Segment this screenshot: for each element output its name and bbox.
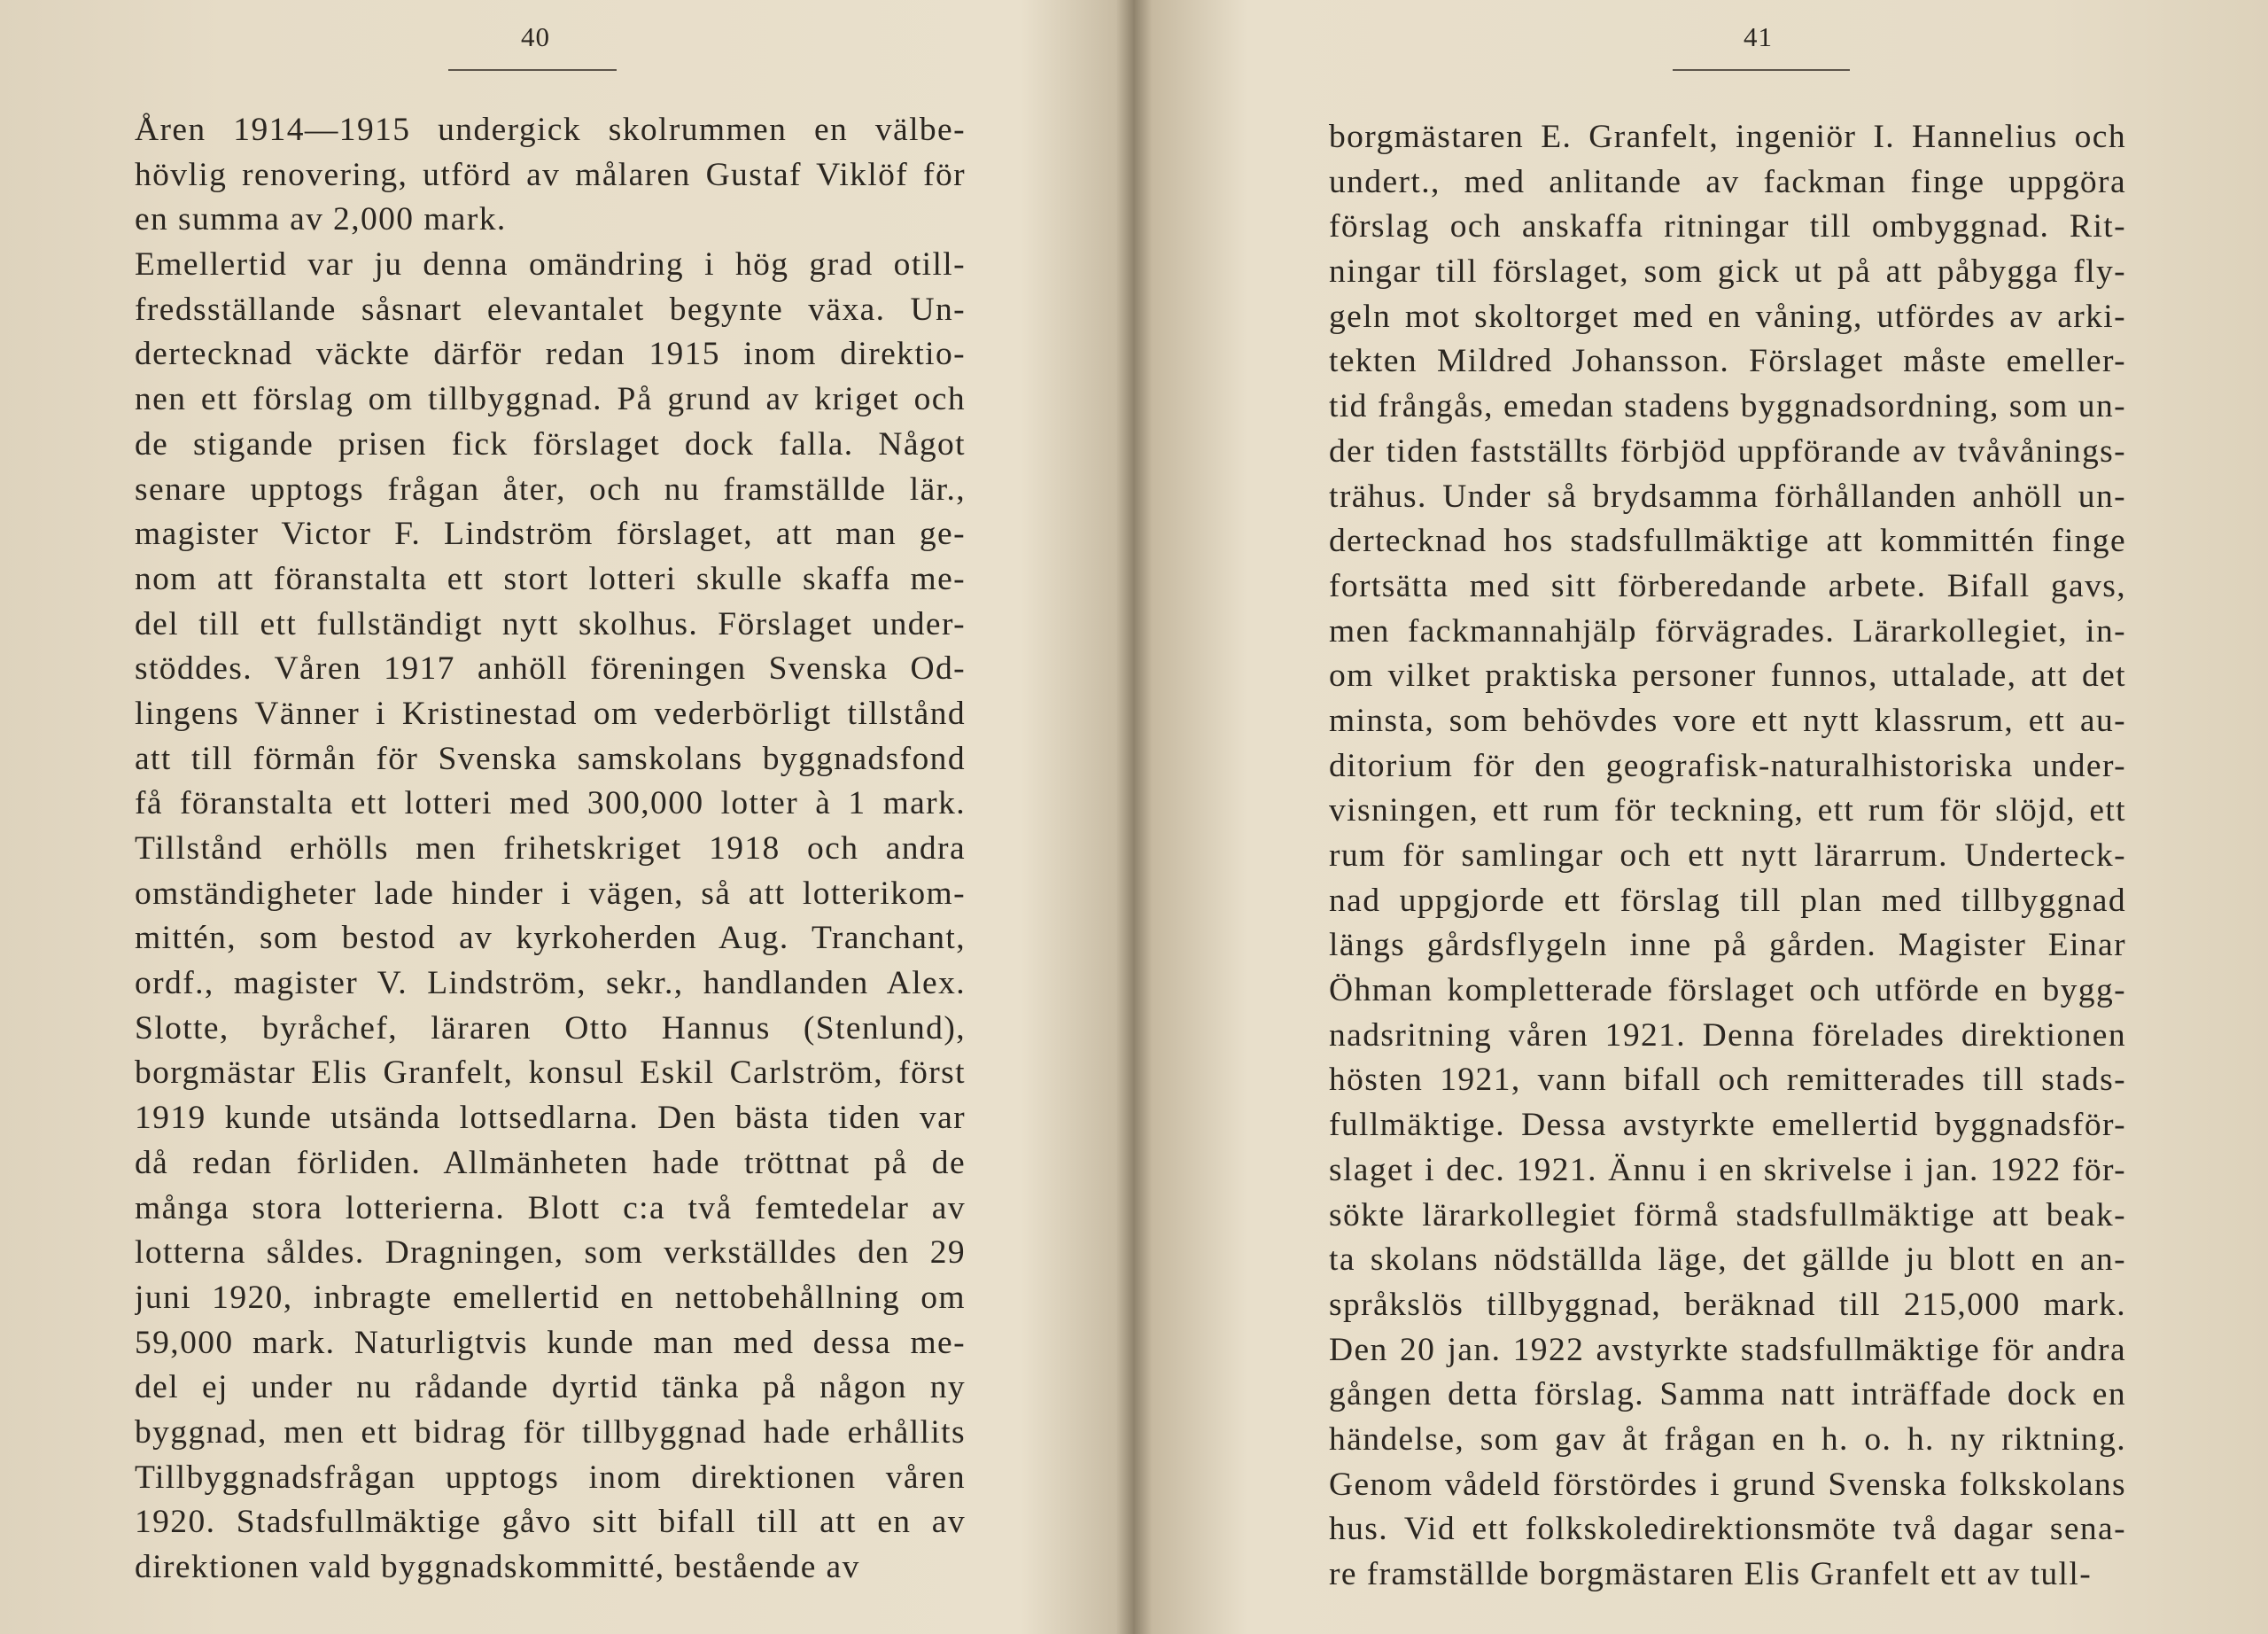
text-line: re framställde borgmästaren Elis Granfelt ett av tull- — [1329, 1556, 2093, 1592]
right-page — [1152, 0, 2268, 1634]
text-line: om vilket praktiska personer funnos, uttalade, att det — [1329, 657, 2126, 695]
text-line: längs gårdsflygeln inne på gården. Magister Einar — [1329, 927, 2126, 964]
page-number-left: 40 — [521, 21, 550, 52]
text-line: fortsätta med sitt förberedande arbete. Bifall gavs, — [1329, 567, 2126, 604]
text-line: geln mot skoltorget med en våning, utfördes av arki- — [1329, 298, 2126, 335]
left-page-text — [135, 108, 966, 1591]
text-line: hösten 1921, vann bifall och remitterades till stads- — [1329, 1062, 2126, 1099]
text-line: omständigheter lade hinder i vägen, så att lotterikom- — [135, 875, 966, 912]
text-line: sökte lärarkollegiet förmå stadsfullmäktige att beak- — [1329, 1196, 2126, 1233]
text-line: lotterna såldes. Dragningen, som verkställdes den 29 — [135, 1234, 966, 1272]
text-line: nen ett förslag om tillbyggnad. På grund av kriget och — [135, 381, 966, 418]
text-line: senare upptogs frågan åter, och nu framställde lär., — [135, 471, 966, 508]
text-line: 59,000 mark. Naturligtvis kunde man med dessa me- — [135, 1324, 966, 1361]
text-line: stöddes. Våren 1917 anhöll föreningen Svenska Od- — [135, 650, 966, 688]
text-line: hus. Vid ett folkskoledirektionsmöte två dagar sena- — [1329, 1511, 2126, 1548]
text-line: förslag och anskaffa ritningar till ombyggnad. Rit- — [1329, 208, 2126, 245]
text-line: en summa av 2,000 mark. — [135, 201, 507, 238]
text-line: att till förmån för Svenska samskolans byggnadsfond — [135, 740, 966, 777]
text-line: tekten Mildred Johansson. Förslaget måste emeller- — [1329, 343, 2126, 380]
header-rule-left — [448, 69, 617, 71]
text-line: mittén, som bestod av kyrkoherden Aug. Tranchant, — [135, 920, 966, 957]
text-line: trähus. Under så brydsamma förhållanden anhöll un- — [1329, 478, 2126, 515]
text-line: der tiden fastställts förbjöd uppförande av tvåvånings- — [1329, 432, 2126, 470]
text-line: 1919 kunde utsända lottsedlarna. Den bästa tiden var — [135, 1100, 966, 1137]
text-line: borgmästaren E. Granfelt, ingeniör I. Hannelius och — [1329, 119, 2126, 155]
text-line: få föranstalta ett lotteri med 300,000 lotter à 1 mark. — [135, 785, 966, 822]
text-line: Slotte, byråchef, läraren Otto Hannus (Stenlund), — [135, 1009, 966, 1047]
left-page — [0, 0, 1116, 1634]
text-line: visningen, ett rum för teckning, ett rum för slöjd, ett — [1329, 792, 2126, 829]
text-line: ordf., magister V. Lindström, sekr., handlanden Alex. — [135, 965, 966, 1002]
text-line: juni 1920, inbragte emellertid en nettobehållning om — [135, 1279, 966, 1316]
text-line: borgmästar Elis Granfelt, konsul Eskil Carlström, först — [135, 1054, 966, 1092]
text-line: gången detta förslag. Samma natt inträffade dock en — [1329, 1376, 2126, 1413]
text-line: tid frångås, emedan stadens byggnadsordning, som un- — [1329, 388, 2126, 425]
text-line: lingens Vänner i Kristinestad om vederbörligt tillstånd — [135, 695, 966, 732]
text-line: fullmäktige. Dessa avstyrkte emellertid byggnadsför- — [1329, 1107, 2126, 1144]
text-line: händelse, som gav åt frågan en h. o. h. ny riktning. — [1329, 1420, 2126, 1458]
text-line: rum för samlingar och ett nytt lärarrum. Underteck- — [1329, 837, 2126, 874]
text-line: Emellertid var ju denna omändring i hög grad otill- — [135, 246, 966, 284]
text-line: Tillstånd erhölls men frihetskriget 1918 och andra — [135, 830, 966, 867]
text-line: många stora lotterierna. Blott c:a två femtedelar av — [135, 1189, 966, 1226]
text-line: slaget i dec. 1921. Ännu i en skrivelse i jan. 1922 för- — [1329, 1151, 2126, 1188]
text-line: direktionen vald byggnadskommitté, bestående av — [135, 1549, 860, 1585]
text-line: nom att föranstalta ett stort lotteri skulle skaffa me- — [135, 560, 966, 597]
text-line: de stigande prisen fick förslaget dock falla. Något — [135, 425, 966, 463]
right-page-text — [1329, 115, 2126, 1598]
text-line: ditorium för den geografisk-naturalhistoriska under- — [1329, 747, 2126, 784]
text-line: nad uppgjorde ett förslag till plan med tillbyggnad — [1329, 882, 2126, 919]
text-line: magister Victor F. Lindström förslaget, att man ge- — [135, 516, 966, 553]
text-line: byggnad, men ett bidrag för tillbyggnad hade erhållits — [135, 1413, 966, 1451]
text-line: minsta, som behövdes vore ett nytt klassrum, ett au- — [1329, 702, 2126, 739]
text-line: Åren 1914—1915 undergick skolrummen en välbe- — [135, 112, 966, 148]
text-line: Öhman kompletterade förslaget och utförde en bygg- — [1329, 972, 2126, 1009]
header-rule-right — [1673, 69, 1850, 71]
text-line: dertecknad väckte därför redan 1915 inom direktio- — [135, 336, 966, 373]
text-line: Den 20 jan. 1922 avstyrkte stadsfullmäktige för andra — [1329, 1331, 2126, 1368]
text-line: fredsställande såsnart elevantalet begynte växa. Un- — [135, 291, 966, 328]
text-line: dertecknad hos stadsfullmäktige att kommittén finge — [1329, 523, 2126, 560]
text-line: Tillbyggnadsfrågan upptogs inom direktionen våren — [135, 1459, 966, 1496]
text-line: Genom vådeld förstördes i grund Svenska folkskolans — [1329, 1466, 2126, 1503]
text-line: då redan förliden. Allmänheten hade tröttnat på de — [135, 1144, 966, 1181]
text-line: del ej under nu rådande dyrtid tänka på någon ny — [135, 1369, 966, 1406]
page-number-right: 41 — [1744, 21, 1773, 52]
text-line: 1920. Stadsfullmäktige gåvo sitt bifall till att en av — [135, 1504, 966, 1541]
text-line: men fackmannahjälp förvägrades. Lärarkollegiet, in- — [1329, 612, 2126, 650]
text-line: del till ett fullständigt nytt skolhus. Förslaget under- — [135, 605, 966, 642]
text-line: ta skolans nödställda läge, det gällde ju blott en an- — [1329, 1241, 2126, 1279]
text-line: ningar till förslaget, som gick ut på att påbygga fly- — [1329, 253, 2126, 291]
text-line: undert., med anlitande av fackman finge uppgöra — [1329, 163, 2126, 200]
text-line: språkslös tillbyggnad, beräknad till 215,000 mark. — [1329, 1286, 2126, 1323]
text-line: nadsritning våren 1921. Denna förelades direktionen — [1329, 1016, 2126, 1054]
text-line: hövlig renovering, utförd av målaren Gustaf Viklöf för — [135, 156, 966, 193]
